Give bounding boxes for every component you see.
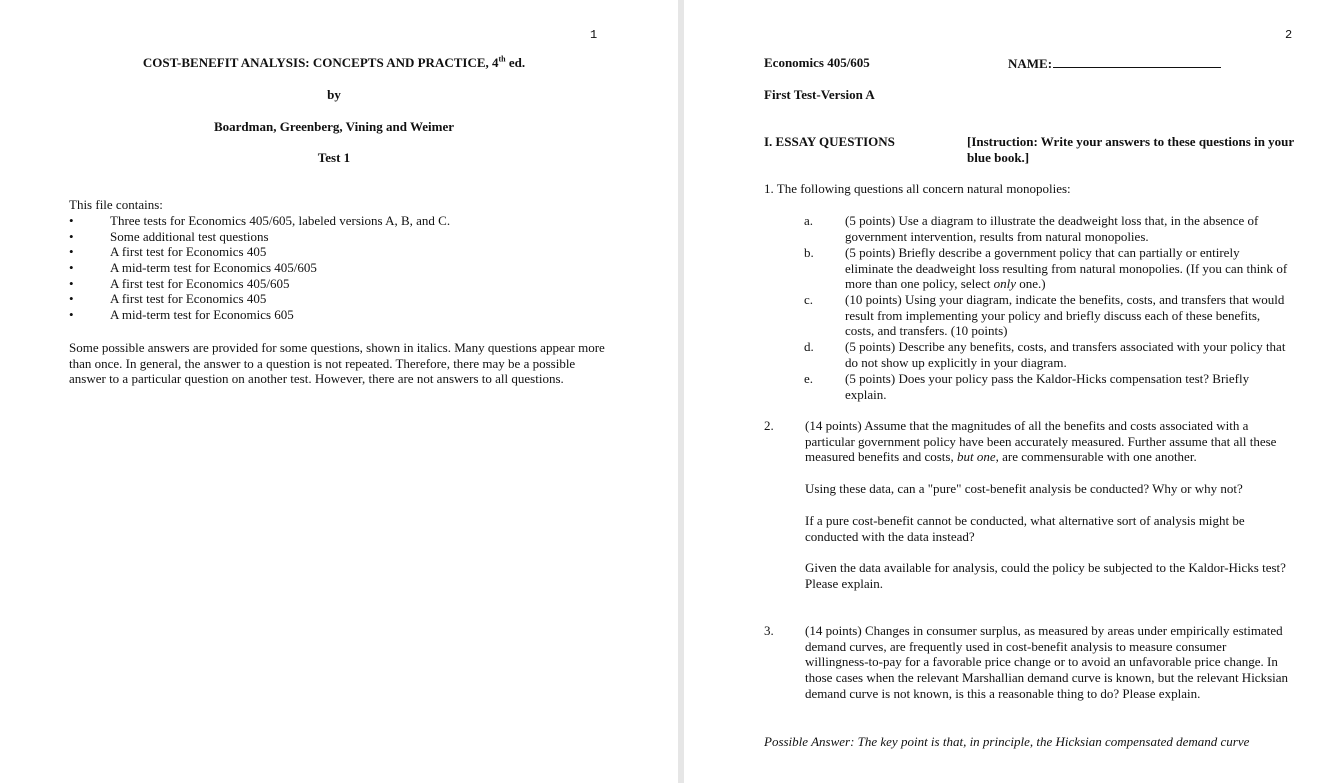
list-item-text: A first test for Economics 405: [110, 291, 267, 307]
part-letter: b.: [804, 245, 814, 260]
list-item: [69, 213, 629, 229]
bullet-icon: •: [69, 244, 74, 260]
contents-list: [69, 213, 629, 323]
bullet-icon: •: [69, 291, 74, 307]
part-text-after: one.): [1016, 276, 1046, 292]
list-item: [69, 291, 629, 307]
answers-note: Some possible answers are provided for some questions, shown in italics. Many questions appear more than once. In general, the answer to a question is not repeated. Therefore, there may be a possible answer to a particular question on another test. However, there are not answers to all questions.: [69, 340, 605, 387]
list-item: [69, 229, 629, 245]
title-main: COST-BENEFIT ANALYSIS: CONCEPTS AND PRACTICE, 4: [142, 55, 499, 70]
page-number: 1: [590, 28, 598, 42]
question-2-para-2: If a pure cost-benefit cannot be conducted, what alternative sort of analysis might be conducted with the data instead?: [805, 513, 1245, 544]
part-letter: a.: [804, 213, 814, 228]
name-blank-line: [1053, 55, 1221, 68]
document-title: [0, 55, 668, 71]
question-text-after: , are commensurable with one another.: [995, 449, 1197, 465]
part-text: (5 points) Does your policy pass the Kaldor-Hicks compensation test? Briefly explain.: [845, 371, 1250, 402]
instruction: [Instruction: Write your answers to these questions in your blue book.]: [967, 134, 1294, 165]
question-text-before: (14 points) Assume that the magnitudes of all the benefits and costs associated with a particular government policy have been accurately measured. Further assume that all these measured benefits and costs,: [805, 418, 1277, 465]
test-version: First Test-Version A: [764, 87, 875, 102]
list-item-text: A first test for Economics 405/605: [110, 275, 290, 291]
contains-label: This file contains:: [69, 197, 163, 212]
question-number: 3.: [764, 623, 774, 638]
page-number: 2: [1285, 28, 1293, 42]
name-field: [1008, 55, 1221, 72]
list-item-text: A mid-term test for Economics 405/605: [110, 260, 317, 276]
question-text-italic: but one: [956, 449, 996, 465]
authors: Boardman, Greenberg, Vining and Weimer: [213, 119, 455, 134]
bullet-icon: •: [69, 307, 74, 323]
list-item: [69, 260, 629, 276]
question-2-para-3: Given the data available for analysis, could the policy be subjected to the Kaldor-Hicks test? Please explain.: [805, 560, 1286, 591]
list-item-text: Three tests for Economics 405/605, labeled versions A, B, and C.: [110, 213, 451, 228]
list-item-text: A mid-term test for Economics 605: [110, 307, 294, 323]
page-2: [684, 0, 1343, 783]
course-label: Economics 405/605: [764, 55, 870, 70]
list-item-text: A first test for Economics 405: [110, 244, 267, 260]
list-item: [69, 276, 629, 292]
bullet-icon: •: [69, 275, 74, 291]
test-label: Test 1: [317, 150, 351, 165]
possible-answer: Possible Answer: The key point is that, in principle, the Hicksian compensated demand curve: [764, 734, 1250, 749]
question-number: 2.: [764, 418, 774, 433]
part-letter: c.: [804, 292, 814, 307]
by-line: by: [327, 87, 341, 102]
question-text: [805, 418, 1290, 465]
section-heading: I. ESSAY QUESTIONS: [764, 134, 895, 149]
list-item: [69, 244, 629, 260]
question-2-para-1: Using these data, can a "pure" cost-benefit analysis be conducted? Why or why not?: [805, 481, 1243, 496]
part-letter: e.: [804, 371, 814, 386]
title-end: ed.: [505, 55, 526, 70]
part-text: (10 points) Using your diagram, indicate the benefits, costs, and transfers that would result from implementing your policy and briefly discuss each of these benefits, costs, and transfers. (10 points): [845, 292, 1285, 339]
question-text: (14 points) Changes in consumer surplus, as measured by areas under empirically estimated demand curves, are frequently used in cost-benefit analysis to measure consumer willingness-to-pay for a favorable price change or to avoid an unfavorable price change. In those cases when the relevant Marshallian demand curve is known, but the relevant Hicksian demand curve is not known, is this a reasonable thing to do? Please explain.: [805, 623, 1289, 701]
bullet-icon: •: [69, 228, 74, 244]
question-1-intro: 1. The following questions all concern natural monopolies:: [764, 181, 1071, 196]
part-text: (5 points) Describe any benefits, costs, and transfers associated with your policy that do not show up explicitly in your diagram.: [845, 339, 1286, 370]
part-text-before: (5 points) Briefly describe a government policy that can partially or entirely eliminate the deadweight loss resulting from natural monopolies. (If you can think of more than one policy, select: [845, 245, 1288, 292]
list-item-text: Some additional test questions: [110, 228, 269, 244]
bullet-icon: •: [69, 260, 74, 276]
part-text: [845, 245, 1290, 292]
list-item: [69, 307, 629, 323]
title-superscript: th: [498, 54, 506, 64]
part-letter: d.: [804, 339, 814, 354]
part-text-italic: only: [993, 276, 1016, 292]
name-label: NAME:: [1008, 56, 1053, 71]
part-text: (5 points) Use a diagram to illustrate the deadweight loss that, in the absence of government intervention, results from natural monopolies.: [845, 213, 1259, 244]
bullet-icon: •: [69, 213, 74, 228]
